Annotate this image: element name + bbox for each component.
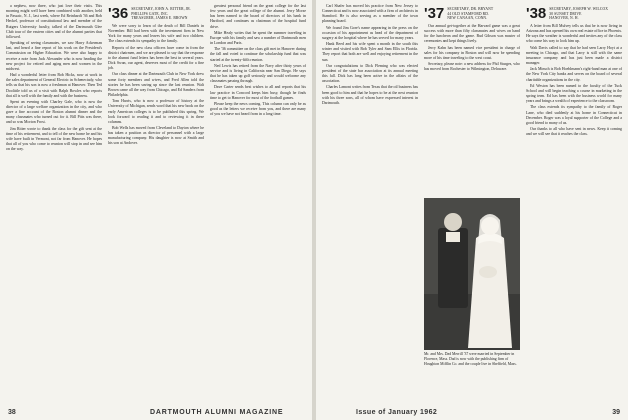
paragraph: Speaking of seeing classmates, we saw Harry Ackerman last, and heard a fine report of his work on the President's Commission on Higher Education. We were also happy to receive a note from Jack Alexander who is now heading the new project for retired and aging men and women in the midwest. <box>6 41 102 71</box>
paragraph: Jack Minsch is Bob Hoehlmann's right-hand man at one of the New York City banks and serves on the board of several charitable organizations in the city. <box>526 67 622 82</box>
paragraph: Ed Weston has been named to the faculty of the Tuck School and will begin teaching a course in marketing in the spring term. Ed has been with the business world for many years and brings a wealth of experience to the classroom. <box>526 83 622 104</box>
page-number-left: 38 <box>8 409 16 416</box>
paragraph: Tom Harris, who is now a professor of history at the University of Michigan, sends word that his new book on the early American colleges is to be published this spring. We look forward to reading it and to reviewing it in these columns. <box>108 99 204 124</box>
class-year: '38 <box>526 5 547 22</box>
paragraph: greatest personal friend on the great college for the last few years and the great college of the alumni. Jerry Morse has been named to the board of directors of his bank in Hartford, and continues as chairman of the hospital fund drive. <box>210 4 306 29</box>
paragraph: Jerry Kahn has been named vice president in charge of sales for his company in Boston and will now be spending more of his time traveling to the west coast. <box>424 45 520 60</box>
paragraph: We found Jim Gore's name appearing in the press on the occasion of his appointment as head of the department of surgery at the hospital where he has served for many years. <box>322 25 418 40</box>
paragraph: Secretary, please note: a new address for Phil Sturges, who has moved from Rochester to Wilmington, Delaware. <box>424 62 520 72</box>
class-secretary-block <box>549 7 608 21</box>
paragraph: Charles Lamont writes from Texas that the oil business has been good to him and that he hopes to be at the next reunion with his three sons, all of whom have expressed interest in Dartmouth. <box>322 85 418 105</box>
wedding-photo-image <box>424 198 520 350</box>
secretary-address: PHILLIPS GATE, INC. <box>131 11 169 16</box>
left-footer <box>0 404 312 416</box>
right-page <box>316 0 628 420</box>
paragraph: Our congratulations to Dick Fleming who was elected president of the state bar association at its annual meeting this fall. Dick has long been active in the affairs of the association. <box>322 63 418 84</box>
photo-caption: Mr. and Mrs. Dad Merrill '37 were married in September in Florence, Mass. Dad is now with the publishing firm of Houghton Mifflin Co. and the couple live in Sheffield, Mass. <box>424 352 517 366</box>
publication-title: DARTMOUTH ALUMNI MAGAZINE <box>150 409 284 416</box>
paragraph: Walt Davis called to say that he had seen Larry Hoyt at a meeting in Chicago, and that Larry is still with the same insurance company and has just been made a district manager. <box>526 45 622 66</box>
secretary-address: 30 SUNSET DRIVE <box>549 11 582 16</box>
paragraph: Our thanks to all who have sent in news. Keep it coming and we will see that it reaches the class. <box>526 126 622 137</box>
secretary-address: 44 OLD STAMFORD RD. <box>447 11 490 16</box>
class-secretary-block <box>447 7 493 21</box>
class-year: '36 <box>108 5 129 22</box>
right-column-1 <box>322 4 418 400</box>
class-1936-heading <box>108 7 204 21</box>
class-1938-heading <box>526 7 622 21</box>
paragraph: Dave Carter sends best wishes to all and reports that his law practice in Concord keeps him busy, though he finds time to get to Hanover for most of the football games. <box>210 85 306 100</box>
class-secretary-block <box>131 7 191 21</box>
wedding-photo <box>424 198 520 350</box>
secretary-name: SECRETARY, JOHN A. RITTER, JR. <box>131 7 191 11</box>
left-column-1 <box>6 4 102 400</box>
secretary-city: HANOVER, N. H. <box>549 16 579 21</box>
paragraph: We were sorry to learn of the death of Bill Daniels in November. Bill had been with the investment firm in New York for many years and leaves his wife and two children. The class extends its sympathy to the family. <box>108 24 204 44</box>
page-number-right: 39 <box>612 409 620 416</box>
issue-date: Issue of January 1962 <box>356 409 438 416</box>
paragraph: Our class dinner at the Dartmouth Club in New York drew some forty members and wives, and Fred Allen told the stories he has been saving up since the last reunion. Walt Brown came all the way from Chicago, and Ed Sanders from Philadelphia. <box>108 72 204 98</box>
class-1937-heading <box>424 7 520 21</box>
left-column-3 <box>210 4 306 400</box>
paragraph: a nephew, now three, who just love their visits. This morning might well have been combined with another, held in Passaic, N. J., last week, where Ed Reinhardt '36 and Bob Heckel, professor of constitutional law and member of the Rutgers University faculty, talked of the Dartmouth Glee Club tour of the eastern cities and of the alumni parties that followed. <box>6 4 102 39</box>
paragraph: The '36 committee on the class gift met in Hanover during the fall and voted to continue the scholarship fund that was started at the twenty-fifth reunion. <box>210 47 306 62</box>
secretary-name: SECRETARY, JOSEPH W. WILCOX <box>549 7 608 11</box>
treasurer-name: TREASURER, JAMES E. BROWN <box>131 16 188 21</box>
paragraph: A letter from Bill Mulvey tells us that he is now living in Arizona and has opened his own real estate office in Phoenix. He says the weather is wonderful and invites any of the class who come his way to look him up. <box>526 24 622 44</box>
left-column-2 <box>108 4 204 400</box>
right-footer <box>316 404 628 416</box>
paragraph: Please keep the news coming. This column can only be as good as the letters we receive from you, and there are many of you we have not heard from in a long time. <box>210 101 306 117</box>
paragraph: Bob Wells has moved from Cleveland to Dayton where he has taken a position as director of personnel with a large manufacturing company. His daughter is now at Smith and his son at Andover. <box>108 125 204 146</box>
secretary-city: NEW CANAAN, CONN. <box>447 16 488 21</box>
paragraph: Hank Reed and his wife spent a month in the south this winter and visited with Bob Tyler and Sam Ellis in Florida. They report that both are well and enjoying retirement in the sun. <box>322 42 418 62</box>
right-column-3 <box>526 4 622 400</box>
paragraph: Mike Healy writes that he spent the summer traveling in Europe with his family and saw a number of Dartmouth men in London and Paris. <box>210 30 306 46</box>
paragraph: Jim Ritter wrote to thank the class for the gift sent at the time of his retirement, and to tell of the new home he and his wife have built in Vermont, not far from Hanover. He hopes that all of you who come to reunion will stop in and see him on the way. <box>6 126 102 152</box>
paragraph: Reports of the new class officers have come in from the district chairmen, and we are pleased to say that the response to the alumni fund letters has been the best in several years. Dick Swan, our agent, deserves most of the credit for a fine job. <box>108 45 204 71</box>
left-page <box>0 0 312 420</box>
paragraph: Spent an evening with Charley Gale, who is now the director of a large welfare organization in the city, and who gave a fine account of the Boston alumni dinner and the many classmates who turned out for it. Bill Pitts was there, and so was Morton Frost. <box>6 99 102 125</box>
paragraph: Our annual get-together at the Harvard game was a great success with more than fifty classmates and wives on hand for the luncheon and the game. Bud Gibson was master of ceremonies and kept things lively. <box>424 24 520 44</box>
paragraph: The class extends its sympathy to the family of Roger Lane, who died suddenly at his home in Connecticut in December. Roger was a loyal supporter of the College and a good friend to many of us. <box>526 105 622 125</box>
secretary-name: SECRETARY, DR. BRYANT <box>447 7 494 11</box>
paragraph: Ned Lewis has retired from the Navy after thirty years of service and is living in California near San Diego. He says that he has taken up golf seriously and would welcome any classmates passing through. <box>210 63 306 84</box>
class-year: '37 <box>424 5 445 22</box>
paragraph: Carl Shafer has moved his practice from New Jersey to Connecticut and is now associated with a firm of architects in Stamford. He is also serving as a member of the town planning board. <box>322 4 418 24</box>
paragraph: Had a wonderful letter from Bob Hicks, now at work in the sales department of General Electric in Schenectady, who tells us that his son is now a freshman at Hanover. Then Ted Doolittle told us of a visit with Ralph Bowles who reports that all is well with the family and with the business. <box>6 73 102 98</box>
